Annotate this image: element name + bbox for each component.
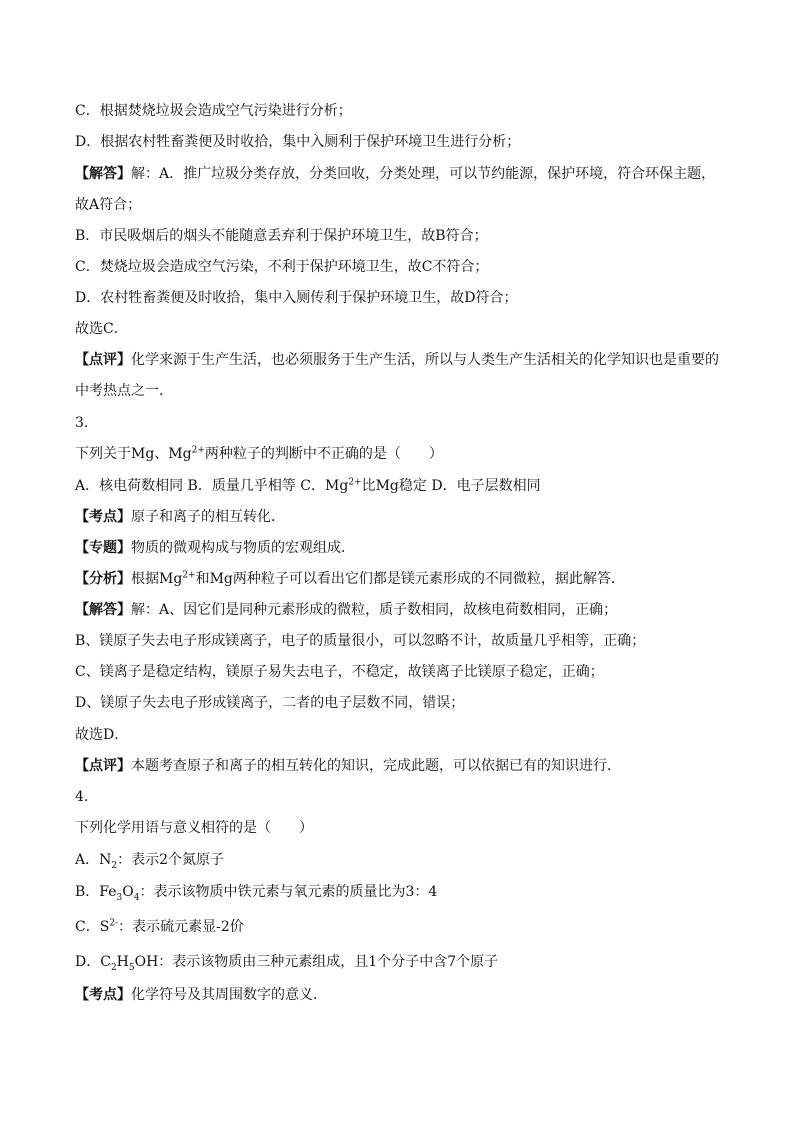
question-number: [75, 413, 735, 433]
kaodian-line: [75, 507, 735, 527]
line-text: ：表示该物质中铁元素与氧元素的质量比为3：4: [139, 884, 438, 900]
line-text: B．市民吸烟后的烟头不能随意丢弃利于保护环境卫生，故B符合；: [75, 228, 488, 244]
line-text: 3.: [75, 415, 89, 431]
line-text: ：表示2个氮原子: [117, 852, 225, 868]
text-line: [75, 195, 735, 215]
charge-superscript: 2-: [109, 918, 119, 929]
charge-superscript: 2+: [191, 445, 205, 456]
question-number: [75, 787, 735, 807]
line-text: OH：表示该物质由三种元素组成，且1个分子中含7个原子: [134, 954, 499, 970]
line-text: ：表示硫元素显-2价: [118, 919, 244, 935]
line-text: D、镁原子失去电子形成镁离子，二者的电子层数不同，错误；: [75, 695, 465, 711]
line-text: A．N: [75, 852, 112, 868]
line-text: B．Fe: [75, 884, 117, 900]
line-text: 故选D．: [75, 727, 129, 743]
section-tag: 【点评】: [75, 758, 131, 774]
line-text: 解：A、因它们是同种元素形成的微粒，质子数相同，故核电荷数相同，正确；: [131, 602, 618, 618]
question-stem: [75, 444, 735, 464]
line-text: 中考热点之一．: [75, 383, 173, 399]
text-line: [75, 288, 735, 308]
section-tag: 【专题】: [75, 540, 131, 556]
line-text: 两种粒子的判断中不正确的是（ ）: [204, 446, 443, 462]
line-text: 根据Mg: [131, 571, 183, 587]
line-text: O: [122, 884, 134, 900]
line-text: A．核电荷数相同 B．质量几乎相等 C．Mg: [75, 478, 349, 494]
line-text: 比Mg稳定 D．电子层数相同: [361, 478, 541, 494]
option-b: [75, 882, 735, 902]
line-text: 原子和离子的相互转化．: [131, 509, 285, 525]
section-tag: 【考点】: [75, 987, 131, 1003]
line-text: 故选C．: [75, 321, 128, 337]
section-tag: 【考点】: [75, 509, 131, 525]
formula-subscript: 2: [110, 962, 117, 972]
section-tag: 【点评】: [75, 352, 131, 368]
formula-subscript: 5: [128, 962, 135, 972]
text-line: [75, 693, 735, 713]
line-text: H: [116, 954, 129, 970]
answer-line: [75, 600, 735, 620]
option-d: [75, 952, 735, 972]
analysis-line: [75, 569, 735, 589]
section-tag: 【解答】: [75, 166, 131, 182]
question-stem: [75, 818, 735, 838]
option-c: [75, 917, 735, 937]
answer-line: [75, 164, 735, 184]
line-text: D．根据农村牲畜粪便及时收拾，集中入厕利于保护环境卫生进行分析；: [75, 134, 521, 150]
text-line: [75, 662, 735, 682]
line-text: 解：A．推广垃圾分类存放，分类回收，分类处理，可以节约能源，保护环境，符合环保主题，: [131, 166, 716, 182]
formula-subscript: 3: [116, 892, 123, 902]
line-text: D．农村牲畜粪便及时收拾，集中入厕传利于保护环境卫生，故D符合；: [75, 290, 518, 306]
text-line: [75, 226, 735, 246]
text-line: [75, 132, 735, 152]
kaodian-line: [75, 985, 735, 1005]
line-text: C．根据焚烧垃圾会造成空气污染进行分析；: [75, 103, 352, 119]
charge-superscript: 2+: [182, 570, 196, 581]
formula-subscript: 4: [133, 892, 140, 902]
text-line: [75, 381, 735, 401]
line-text: C．S: [75, 919, 110, 935]
formula-subscript: 2: [111, 860, 118, 870]
section-tag: 【解答】: [75, 602, 131, 618]
charge-superscript: 2+: [348, 477, 362, 488]
comment-line: [75, 756, 735, 776]
line-text: C．焚烧垃圾会造成空气污染，不利于保护环境卫生，故C不符合；: [75, 259, 489, 275]
line-text: 化学来源于生产生活，也必须服务于生产生活，所以与人类生产生活相关的化学知识也是重要的: [131, 352, 719, 368]
line-text: 下列化学用语与意义相符的是（ ）: [75, 820, 313, 836]
text-line: [75, 319, 735, 339]
comment-line: [75, 350, 735, 370]
option-a: [75, 850, 735, 870]
line-text: D．C: [75, 954, 111, 970]
text-line: [75, 257, 735, 277]
section-tag: 【分析】: [75, 571, 131, 587]
topic-line: [75, 538, 735, 558]
line-text: C、镁离子是稳定结构，镁原子易失去电子，不稳定，故镁离子比镁原子稳定，正确；: [75, 664, 604, 680]
text-line: [75, 101, 735, 121]
text-line: [75, 631, 735, 651]
line-text: B、镁原子失去电子形成镁离子，电子的质量很小，可以忽略不计，故质量几乎相等，正确；: [75, 633, 646, 649]
line-text: 化学符号及其周围数字的意义．: [131, 987, 327, 1003]
line-text: 物质的微观构成与物质的宏观组成．: [131, 540, 355, 556]
line-text: 故A符合；: [75, 197, 142, 213]
text-line: [75, 725, 735, 745]
question-options: [75, 476, 735, 496]
line-text: 和Mg两种粒子可以看出它们都是镁元素形成的不同微粒，据此解答．: [195, 571, 625, 587]
line-text: 本题考查原子和离子的相互转化的知识，完成此题，可以依据已有的知识进行．: [131, 758, 621, 774]
line-text: 4.: [75, 789, 89, 805]
line-text: 下列关于Mg、Mg: [75, 446, 192, 462]
